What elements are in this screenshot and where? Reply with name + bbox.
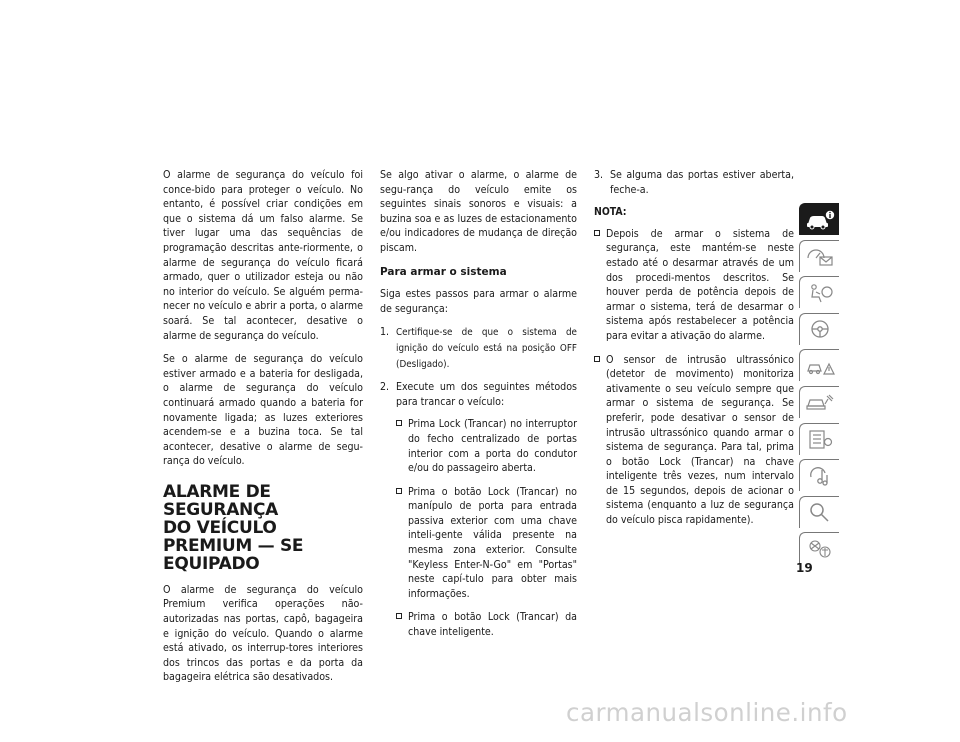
- bullet-item: [594, 227, 794, 344]
- tab-maintenance-list[interactable]: [799, 423, 839, 455]
- checkbox-bullet-icon: [594, 230, 600, 236]
- bullet-text: Prima o botão Lock (Trancar) da chave inteligente.: [408, 611, 577, 639]
- step-text: Certifique-se de que o sistema de ignição do veículo está na posição OFF (Desligado).: [396, 327, 577, 370]
- tab-multimedia[interactable]: [799, 459, 839, 491]
- bullet-text: Prima Lock (Trancar) no interruptor do fecho centralizado de portas interior com a porta do condutor e/ou do passageiro aberta.: [408, 418, 577, 475]
- bullet-item: [396, 485, 577, 602]
- checkbox-bullet-icon: [396, 488, 402, 494]
- paragraph: Siga estes passos para armar o alarme de segurança:: [380, 288, 577, 315]
- chapter-tabs: [799, 203, 841, 569]
- paragraph: Se algo ativar o alarme, o alarme de segu-rança do veículo emite os seguintes sinais sonoros e visuais: a buzina soa e as luzes de estacionamento e/ou indicadores de mudança de direção piscam.: [380, 169, 577, 254]
- tab-dashboard-message[interactable]: [799, 240, 839, 272]
- tab-index[interactable]: [799, 496, 839, 528]
- maintenance-list-icon: [805, 428, 835, 450]
- bullet-text: O sensor de intrusão ultrassónico (detetor de movimento) monitoriza ativamente o seu veículo sempre que armar o sistema de segurança. Se preferir, pode desativar o sensor de intrusão ultrassónico quando armar o sistema de segurança. Para tal, prima o botão Lock (Trancar) na chave inteligente três vezes, num intervalo de 15 segundos, depois de acionar o sistema (enquanto a luz de segurança do veículo pisca rapidamente).: [606, 353, 794, 527]
- tab-collision-warning[interactable]: [799, 349, 839, 381]
- bullet-item: [396, 610, 577, 639]
- collision-warning-icon: [805, 355, 835, 377]
- tab-steering[interactable]: [799, 313, 839, 345]
- step-text: Execute um dos seguintes métodos para trancar o veículo:: [396, 381, 577, 408]
- bullet-list: [594, 227, 794, 528]
- tab-car-info[interactable]: [799, 203, 839, 235]
- tab-language[interactable]: [799, 532, 839, 564]
- bullet-item: [396, 417, 577, 475]
- language-icon: [805, 538, 835, 560]
- magnifier-icon: [805, 501, 835, 523]
- heading-line: ALARME DE SEGURANÇA: [163, 481, 279, 520]
- steps-list: [594, 168, 794, 197]
- tab-car-service[interactable]: [799, 386, 839, 418]
- checkbox-bullet-icon: [594, 356, 600, 362]
- step-number: 3.: [594, 169, 604, 181]
- heading-line: EQUIPADO: [163, 553, 260, 574]
- watermark: carmanualsonline.info: [566, 698, 848, 727]
- tab-seat-airbag[interactable]: [799, 276, 839, 308]
- car-service-icon: [805, 391, 835, 413]
- section-heading: [163, 483, 363, 573]
- text-column-3: [594, 168, 794, 537]
- step-item: [380, 380, 577, 640]
- seat-airbag-icon: [805, 282, 835, 304]
- bullet-text: Prima o botão Lock (Trancar) no manípulo de porta para entrada passiva exterior com uma chave inteli-gente válida presente na mesma zona exterior. Consulte "Keyless Enter-N-Go" em "Portas" neste capí-tulo para obter mais informações.: [408, 485, 577, 600]
- music-note-icon: [805, 465, 835, 487]
- step-text: Se alguma das portas estiver aberta, feche-a.: [610, 169, 794, 196]
- step-item: [380, 325, 577, 372]
- text-column-1: [163, 168, 363, 694]
- bullet-item: [594, 353, 794, 528]
- paragraph: O alarme de segurança do veículo Premium verifica operações não-autorizadas nas portas, capô, bagageira e ignição do veículo. Quando o alarme está ativado, os interrup-tores interiores dos trincos das portas e da porta da bagageira elétrica são desativados.: [163, 583, 363, 684]
- step-item: [594, 168, 794, 197]
- bullet-list: [396, 417, 577, 639]
- checkbox-bullet-icon: [396, 613, 402, 619]
- heading-line: DO VEÍCULO PREMIUM — SE: [163, 517, 304, 556]
- sub-heading: Para armar o sistema: [380, 265, 507, 278]
- page-number: 19: [796, 561, 813, 575]
- steps-list: [380, 325, 577, 639]
- paragraph: O alarme de segurança do veículo foi conce-bido para proteger o veículo. No entanto, é possível criar condições em que o sistema dá um falso alarme. Se tiver lugar uma das sequências de programação descritas ante-riormente, o alarme de segurança do veículo ficará armado, quer o utilizador esteja ou não no interior do veículo. Se alguém perma-necer no veículo e abrir a porta, o alarme soará. Se tal acontecer, desative o alarme de segurança do veículo.: [163, 169, 363, 342]
- text-column-2: [380, 168, 577, 649]
- checkbox-bullet-icon: [396, 420, 402, 426]
- car-info-icon: [805, 209, 835, 231]
- bullet-text: Depois de armar o sistema de segurança, este mantém-se neste estado até o desarmar através de um dos procedi-mentos descritos. Se houver perda de potência depois de armar o sistema, terá de desarmar o sistema após restabelecer a potência para evitar a ativação do alarme.: [606, 227, 794, 342]
- step-number: 1.: [380, 326, 390, 339]
- note-label: NOTA:: [594, 206, 627, 219]
- steering-wheel-icon: [805, 318, 835, 340]
- step-number: 2.: [380, 381, 390, 394]
- dashboard-message-icon: [805, 245, 835, 267]
- paragraph: Se o alarme de segurança do veículo estiver armado e a bateria for desligada, o alarme de segurança do veículo continuará armado quando a bateria for novamente ligada; as luzes exteriores acendem-se e a buzina toca. Se tal acontecer, desative o alarme de segu-rança do veículo.: [163, 353, 363, 468]
